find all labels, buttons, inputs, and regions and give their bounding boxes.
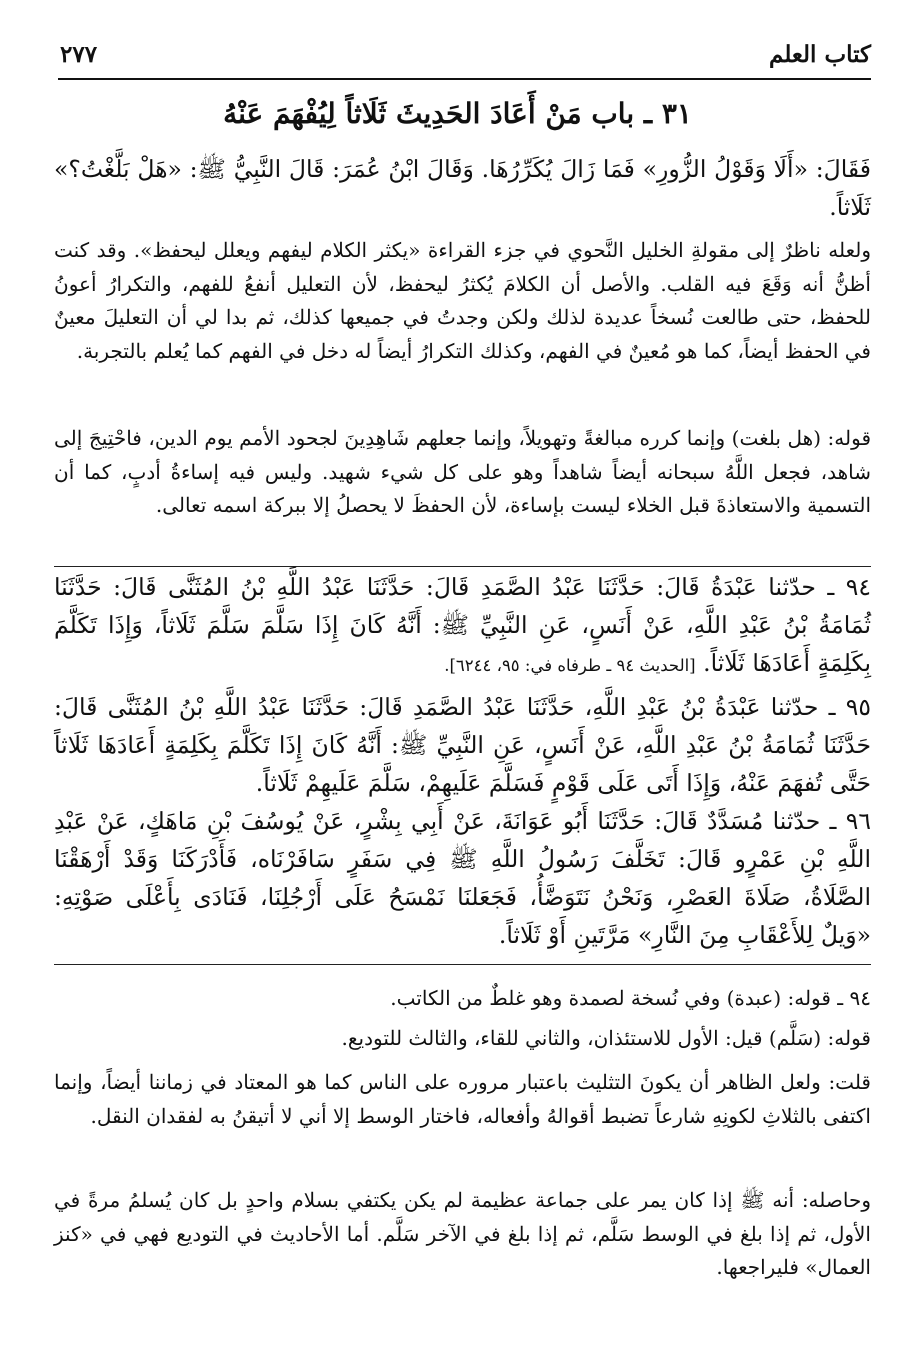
hadith-95: ٩٥ ـ حدّثنا عَبْدَةُ بْنُ عَبْدِ اللَّهِ، حَدَّثَنَا عَبْدُ الصَّمَدِ قَالَ: حَدَّثَنَا عَبْدُ اللَّهِ بْنُ المُثَنَّى قَالَ: حَدَّثَنَا ثُمَامَةُ بْنُ عَبْدِ اللَّهِ، عَنْ أَنَسٍ، عَنِ النَّبِيِّ ﷺ: أَنَّهُ كَانَ إِذَا تَكَلَّمَ بِكَلِمَةٍ أَعَادَهَا ثَلَاثاً حَتَّى تُفهَمَ عَنْهُ، وَإِذَا أَتَى عَلَى قَوْمٍ فَسَلَّمَ عَلَيهِمْ، سَلَّمَ عَلَيهِمْ ثَلَاثاً. — [54, 693, 871, 797]
chapter-intro: فَقَالَ: «أَلَا وَقَوْلُ الزُّورِ» فَمَا زَالَ يُكَرِّرُهَا. وَقَالَ ابْنُ عُمَرَ: قَالَ النَّبِيُّ ﷺ: «هَلْ بَلَّغْتُ؟» ثَلَاثاً. — [54, 155, 871, 221]
header-title: كتاب العلم — [769, 40, 871, 68]
note-paragraph-3: قلت: ولعل الظاهر أن يكونَ التثليث باعتبار مروره على الناس كما هو المعتاد في زماننا أيضاً، وإنما اكتفى بالثلاثِ لكونِهِ شارعاً تضبط أقوالهُ وأفعاله، فاختار الوسط إلا أني لا أتيقنُ به لفقدان النقل. — [54, 1070, 871, 1128]
hadith-94-text: ٩٤ ـ حدّثنا عَبْدَةُ قَالَ: حَدَّثَنَا عَبْدُ الصَّمَدِ قَالَ: حَدَّثَنَا عَبْدُ اللَّهِ بْنُ المُثَنَّى قَالَ: حَدَّثَنَا ثُمَامَةُ بْنُ عَبْدِ اللَّهِ، عَنْ أَنَسٍ، عَنِ النَّبِيِّ ﷺ: أَنَّهُ كَانَ إِذَا سَلَّمَ سَلَّمَ ثَلَاثاً، وَإِذَا تَكَلَّمَ بِكَلِمَةٍ أَعَادَهَا ثَلَاثاً. — [54, 573, 871, 677]
page-number: ٢٧٧ — [60, 40, 98, 68]
note-paragraph-4: وحاصله: أنه ﷺ إذا كان يمر على جماعة عظيمة لم يكن يكتفي بسلام واحدٍ بل كان يُسلمُ مرةً في الأول، ثم إذا بلغ في الوسط سَلَّم، ثم إذا بلغ في الآخر سَلَّم. أما الأحاديث في التوديع فهي في «كنز العمال» فليراجعها. — [54, 1188, 871, 1279]
hadith-94 — [54, 568, 871, 685]
commentary-paragraph-1: ولعله ناظرٌ إلى مقولةِ الخليل النَّحوي في جزء القراءة «يكثر الكلام ليفهم ويعلل ليحفظ». وقد كنت أظنُّ أنه وَقَعَ فيه القلب. والأصل أن الكلامَ يُكثرُ ليحفظ، لأن التعليل أنفعُ للفهم، والتكرارُ أعونُ للحفظ، حتى طالعت نُسخاً عديدة لذلك ولكن وجدتُ في جميعها كذلك، ثم بدا لي أن التعليلَ معينٌ في الحفظ أيضاً، كما هو مُعينٌ في الفهم، وكذلك التكرارُ أيضاً له دخل في الفهم كما يُعلم بالتجربة. — [54, 238, 871, 363]
hadith-96: ٩٦ ـ حدّثنا مُسَدَّدٌ قَالَ: حَدَّثَنَا أَبُو عَوَانَةَ، عَنْ أَبِي بِشْرٍ، عَنْ يُوسُفَ بْنِ مَاهَكٍ، عَنْ عَبْدِ اللَّهِ بْنِ عَمْرٍو قَالَ: تَخَلَّفَ رَسُولُ اللَّهِ ﷺ فِي سَفَرٍ سَافَرْنَاه، فَأَدْرَكَنَا وَقَدْ أَرْهَقْنَا الصَّلَاةُ، صَلَاةَ العَصْرِ، وَنَحْنُ نَتَوَضَّأُ، فَجَعَلنَا نَمْسَحُ عَلَى أَرْجُلِنَا، فَنَادَى بِأَعْلَى صَوْتِهِ: «وَيلٌ لِلأَعْقَابِ مِنَ النَّارِ» مَرَّتَينِ أَوْ ثَلَاثاً. — [54, 807, 871, 949]
note-paragraph-1: ٩٤ ـ قوله: (عبدة) وفي نُسخة لصمدة وهو غلطٌ من الكاتب. — [390, 986, 871, 1010]
section-divider — [54, 566, 871, 567]
running-header — [60, 34, 871, 74]
chapter-heading: ٣١ ـ باب مَنْ أَعَادَ الحَدِيثَ ثَلَاثاً لِيُفْهَمَ عَنْهُ — [223, 97, 692, 130]
commentary-paragraph-2: قوله: (هل بلغت) وإنما كرره مبالغةً وتهويلاً، وإنما جعلهم شَاهِدِينَ لجحود الأمم يوم الدين، فاحْتِيجَ إلى شاهد، فجعل اللَّهُ سبحانه أيضاً شاهداً وهو على كل شيء شهيد. وليس فيه إساءةُ أدبٍ، كما أن التسمية والاستعاذةَ قبل الخلاء ليست بإساءة، لأن الحفظَ لا يحصلُ إلا ببركة اسمه تعالى. — [54, 426, 871, 517]
note-paragraph-2: قوله: (سَلَّم) قيل: الأول للاستئذان، والثاني للقاء، والثالث للتوديع. — [341, 1026, 871, 1050]
notes-divider — [54, 964, 871, 965]
hadith-94-reference: [الحديث ٩٤ ـ طرفاه في: ٩٥، ٦٢٤٤]. — [444, 656, 696, 675]
header-rule — [58, 78, 871, 80]
